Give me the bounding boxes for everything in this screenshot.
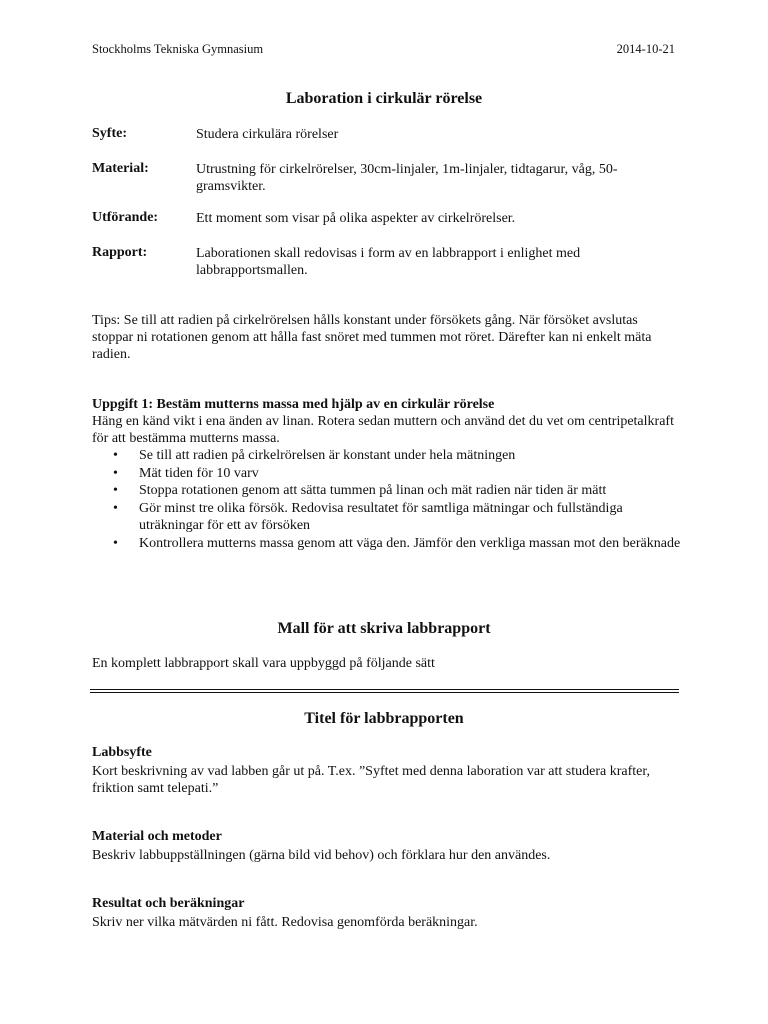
divider-line [90,689,679,690]
divider-line [90,692,679,693]
list-item [113,447,683,465]
field-label-utforande: Utförande: [92,210,159,225]
field-value-material: Utrustning för cirkelrörelser, 30cm-linjaler, 1m-linjaler, tidtagarur, våg, 50-gramsvikter. [196,162,618,194]
tips-paragraph: Tips: Se till att radien på cirkelrörelsen hålls konstant under försökets gång. När försöket avslutas stoppar ni rotationen genom att hålla fast snöret med tummen mot röret. Därefter kan ni enkelt mäta radien. [92,313,652,362]
report-section-text: Kort beskrivning av vad labben går ut på. T.ex. ”Syftet med denna laboration var att studera krafter, friktion samt telepati.” [92,764,650,796]
list-item-text: Stoppa rotationen genom att sätta tummen på linan och mät radien när tiden är mätt [139,483,607,498]
list-item-text: Gör minst tre olika försök. Redovisa resultatet för samtliga mätningar och fullständiga uträkningar för ett av försöken [139,500,623,533]
template-section-intro: En komplett labbrapport skall vara uppbyggd på följande sätt [92,656,435,671]
bullet-icon: • [113,500,118,516]
task1-heading: Uppgift 1: Bestäm mutterns massa med hjälp av en cirkulär rörelse [92,397,495,412]
bullet-icon: • [113,483,118,498]
header-school: Stockholms Tekniska Gymnasium [92,42,264,56]
field-value-utforande: Ett moment som visar på olika aspekter av cirkelrörelser. [196,211,516,226]
document-title: Laboration i cirkulär rörelse [285,90,483,107]
list-item-text: Mät tiden för 10 varv [139,465,259,481]
report-section-heading: Labbsyfte [92,745,152,760]
report-section-text: Skriv ner vilka mätvärden ni fått. Redovisa genomförda beräkningar. [92,915,478,930]
bullet-icon: • [113,465,118,481]
template-section-title: Mall för att skriva labbrapport [277,620,491,637]
list-item [113,482,683,500]
list-item-text: Kontrollera mutterns massa genom att väga den. Jämför den verkliga massan mot den beräknade [139,535,681,551]
report-section-heading: Material och metoder [92,829,222,844]
bullet-icon: • [113,448,118,463]
field-label-material: Material: [92,161,149,176]
list-item-text: Se till att radien på cirkelrörelsen är konstant under hela mätningen [139,448,516,463]
header-date: 2014-10-21 [616,42,675,56]
report-section-text: Beskriv labbuppställningen (gärna bild vid behov) och förklara hur den användes. [92,848,551,863]
report-section-heading: Resultat och beräkningar [92,896,245,911]
task1-intro: Häng en känd vikt i ena änden av linan. Rotera sedan muttern och använd det du vet om centripetalkraft för att bestämma mutterns massa. [92,414,674,446]
field-value-syfte: Studera cirkulära rörelser [196,127,339,142]
bullet-icon: • [113,535,118,551]
list-item [113,500,683,535]
field-label-syfte: Syfte: [92,126,127,141]
field-label-rapport: Rapport: [92,245,148,260]
field-value-rapport: Laborationen skall redovisas i form av en labbrapport i enlighet med labbrapportsmallen. [196,246,581,278]
list-item [113,535,683,553]
report-title: Titel för labbrapporten [304,710,464,727]
task1-bullet-list [113,447,683,552]
list-item [113,465,683,483]
